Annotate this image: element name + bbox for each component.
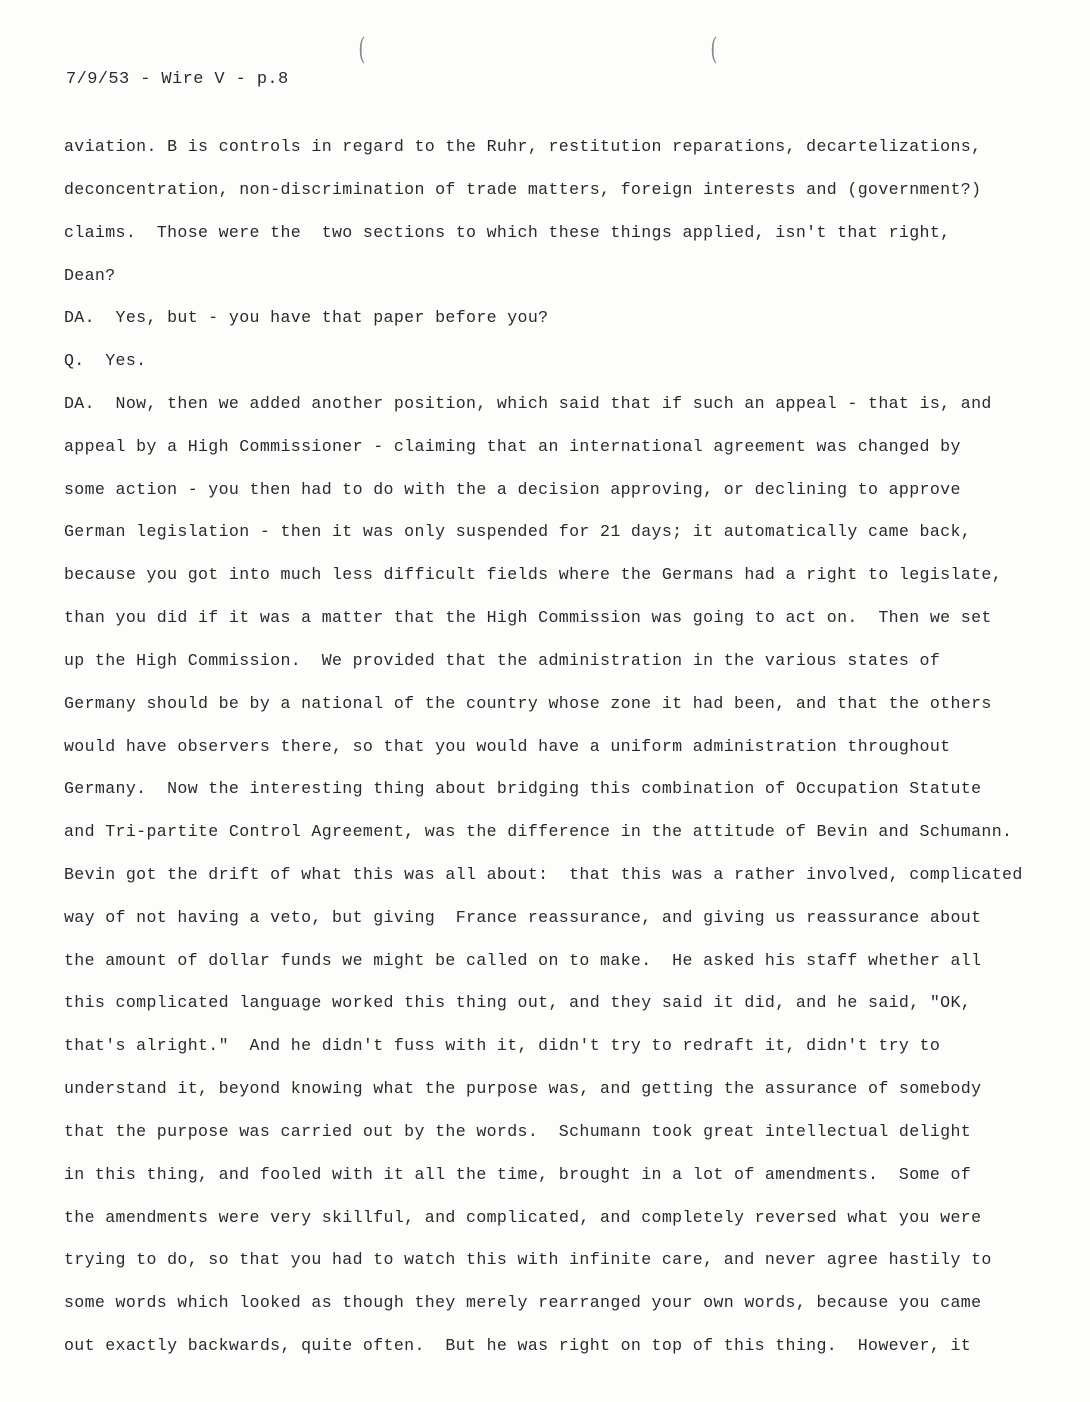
text-line: than you did if it was a matter that the High Commission was going to act on. Then we set bbox=[64, 608, 992, 627]
punch-mark-left: ( bbox=[358, 32, 366, 67]
text-line: in this thing, and fooled with it all the time, brought in a lot of amendments. Some of bbox=[64, 1165, 972, 1184]
text-line: appeal by a High Commissioner - claiming that an international agreement was changed by bbox=[64, 437, 961, 456]
text-line: Q. Yes. bbox=[64, 351, 147, 370]
text-line: deconcentration, non-discrimination of trade matters, foreign interests and (government?) bbox=[64, 180, 982, 199]
page-header: 7/9/53 - Wire V - p.8 bbox=[66, 70, 289, 89]
text-line: some action - you then had to do with the a decision approving, or declining to approve bbox=[64, 480, 961, 499]
text-line: the amendments were very skillful, and complicated, and completely reversed what you were bbox=[64, 1208, 982, 1227]
text-line: that's alright." And he didn't fuss with it, didn't try to redraft it, didn't try to bbox=[64, 1036, 941, 1055]
text-line: out exactly backwards, quite often. But he was right on top of this thing. However, it bbox=[64, 1336, 972, 1355]
text-line: that the purpose was carried out by the words. Schumann took great intellectual delight bbox=[64, 1122, 972, 1141]
text-line: DA. Yes, but - you have that paper before you? bbox=[64, 308, 549, 327]
text-line: the amount of dollar funds we might be called on to make. He asked his staff whether all bbox=[64, 951, 982, 970]
text-line: Dean? bbox=[64, 266, 116, 285]
text-line: Germany should be by a national of the country whose zone it had been, and that the others bbox=[64, 694, 992, 713]
text-line: German legislation - then it was only suspended for 21 days; it automatically came back, bbox=[64, 522, 972, 541]
text-line: claims. Those were the two sections to which these things applied, isn't that right, bbox=[64, 223, 951, 242]
text-line: aviation. B is controls in regard to the Ruhr, restitution reparations, decartelizations, bbox=[64, 137, 982, 156]
text-line: Bevin got the drift of what this was all about: that this was a rather involved, complicated bbox=[64, 865, 1023, 884]
text-line: some words which looked as though they merely rearranged your own words, because you came bbox=[64, 1293, 982, 1312]
text-line: and Tri-partite Control Agreement, was the difference in the attitude of Bevin and Schumann. bbox=[64, 822, 1013, 841]
text-line: DA. Now, then we added another position, which said that if such an appeal - that is, and bbox=[64, 394, 992, 413]
text-line: would have observers there, so that you would have a uniform administration throughout bbox=[64, 737, 951, 756]
text-line: this complicated language worked this thing out, and they said it did, and he said, "OK, bbox=[64, 993, 972, 1012]
text-line: up the High Commission. We provided that the administration in the various states of bbox=[64, 651, 941, 670]
text-line: way of not having a veto, but giving France reassurance, and giving us reassurance about bbox=[64, 908, 982, 927]
text-line: trying to do, so that you had to watch this with infinite care, and never agree hastily to bbox=[64, 1250, 992, 1269]
text-line: because you got into much less difficult fields where the Germans had a right to legislate, bbox=[64, 565, 1003, 584]
text-line: Germany. Now the interesting thing about bridging this combination of Occupation Statute bbox=[64, 779, 982, 798]
punch-mark-right: ( bbox=[710, 32, 718, 67]
text-line: understand it, beyond knowing what the purpose was, and getting the assurance of somebody bbox=[64, 1079, 982, 1098]
